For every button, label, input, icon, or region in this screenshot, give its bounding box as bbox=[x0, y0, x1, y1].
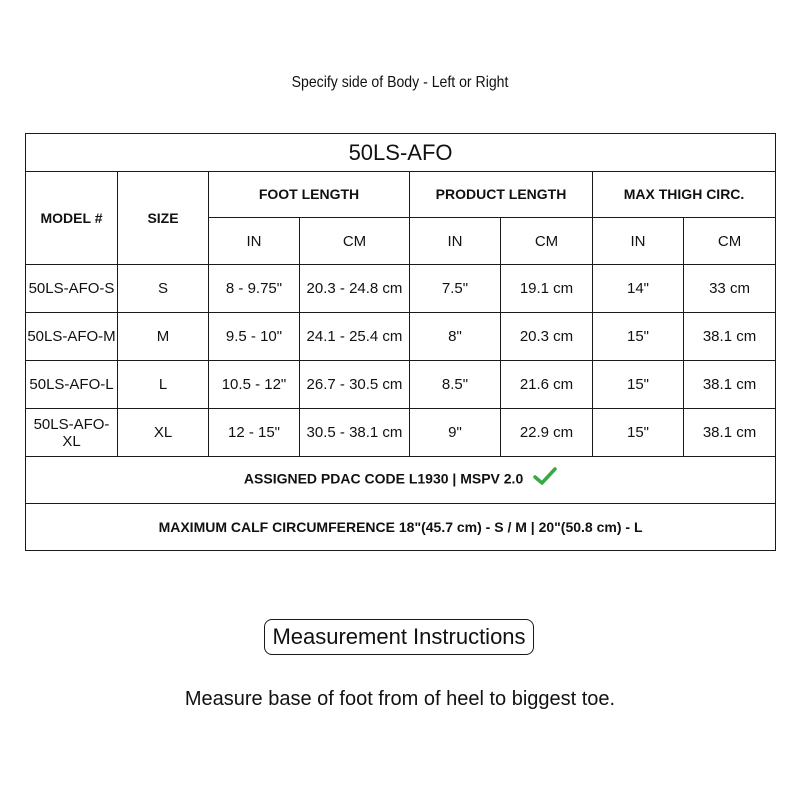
calf-row bbox=[26, 504, 776, 551]
cell-size: S bbox=[118, 265, 209, 313]
cell-foot-in: 10.5 - 12" bbox=[209, 361, 300, 409]
cell-thigh-in: 14" bbox=[593, 265, 684, 313]
header-row bbox=[26, 172, 776, 218]
unit-thigh-cm: CM bbox=[684, 218, 776, 265]
unit-foot-cm: CM bbox=[300, 218, 410, 265]
cell-thigh-cm: 38.1 cm bbox=[684, 313, 776, 361]
pdac-row bbox=[26, 457, 776, 504]
pdac-code-cell bbox=[26, 457, 776, 504]
cell-thigh-cm: 33 cm bbox=[684, 265, 776, 313]
cell-foot-cm: 20.3 - 24.8 cm bbox=[300, 265, 410, 313]
cell-thigh-cm: 38.1 cm bbox=[684, 409, 776, 457]
cell-foot-in: 8 - 9.75" bbox=[209, 265, 300, 313]
table-row bbox=[26, 265, 776, 313]
header-product-length: PRODUCT LENGTH bbox=[410, 172, 593, 218]
unit-product-cm: CM bbox=[501, 218, 593, 265]
body-side-note: Specify side of Body - Left or Right bbox=[291, 74, 509, 91]
header-model: MODEL # bbox=[26, 172, 118, 265]
unit-product-in: IN bbox=[410, 218, 501, 265]
cell-size: L bbox=[118, 361, 209, 409]
cell-product-cm: 22.9 cm bbox=[501, 409, 593, 457]
cell-foot-cm: 30.5 - 38.1 cm bbox=[300, 409, 410, 457]
cell-product-cm: 21.6 cm bbox=[501, 361, 593, 409]
table-row bbox=[26, 361, 776, 409]
cell-model: 50LS-AFO-M bbox=[26, 313, 118, 361]
pdac-code-text: ASSIGNED PDAC CODE L1930 | MSPV 2.0 bbox=[243, 470, 524, 487]
cell-thigh-in: 15" bbox=[593, 313, 684, 361]
table-title: 50LS-AFO bbox=[26, 134, 776, 172]
cell-model: 50LS-AFO-XL bbox=[26, 409, 118, 457]
cell-product-in: 8" bbox=[410, 313, 501, 361]
cell-foot-in: 12 - 15" bbox=[209, 409, 300, 457]
table-row bbox=[26, 409, 776, 457]
header-foot-length: FOOT LENGTH bbox=[209, 172, 410, 218]
cell-thigh-cm: 38.1 cm bbox=[684, 361, 776, 409]
unit-foot-in: IN bbox=[209, 218, 300, 265]
cell-product-cm: 19.1 cm bbox=[501, 265, 593, 313]
cell-size: XL bbox=[118, 409, 209, 457]
header-size: SIZE bbox=[118, 172, 209, 265]
measurement-instructions-text: Measure base of foot from of heel to biggest toe. bbox=[184, 688, 616, 710]
header-max-thigh: MAX THIGH CIRC. bbox=[593, 172, 776, 218]
calf-circumference-cell: MAXIMUM CALF CIRCUMFERENCE 18"(45.7 cm) - S / M | 20"(50.8 cm) - L bbox=[26, 504, 776, 551]
cell-product-in: 8.5" bbox=[410, 361, 501, 409]
cell-size: M bbox=[118, 313, 209, 361]
cell-product-cm: 20.3 cm bbox=[501, 313, 593, 361]
cell-product-in: 9" bbox=[410, 409, 501, 457]
check-icon bbox=[533, 466, 557, 490]
cell-model: 50LS-AFO-S bbox=[26, 265, 118, 313]
cell-thigh-in: 15" bbox=[593, 409, 684, 457]
cell-model: 50LS-AFO-L bbox=[26, 361, 118, 409]
cell-foot-cm: 24.1 - 25.4 cm bbox=[300, 313, 410, 361]
cell-foot-cm: 26.7 - 30.5 cm bbox=[300, 361, 410, 409]
cell-thigh-in: 15" bbox=[593, 361, 684, 409]
table-row bbox=[26, 313, 776, 361]
title-row bbox=[26, 134, 776, 172]
cell-product-in: 7.5" bbox=[410, 265, 501, 313]
cell-foot-in: 9.5 - 10" bbox=[209, 313, 300, 361]
size-chart-table bbox=[25, 133, 776, 551]
measurement-instructions-heading: Measurement Instructions bbox=[264, 619, 534, 655]
unit-thigh-in: IN bbox=[593, 218, 684, 265]
